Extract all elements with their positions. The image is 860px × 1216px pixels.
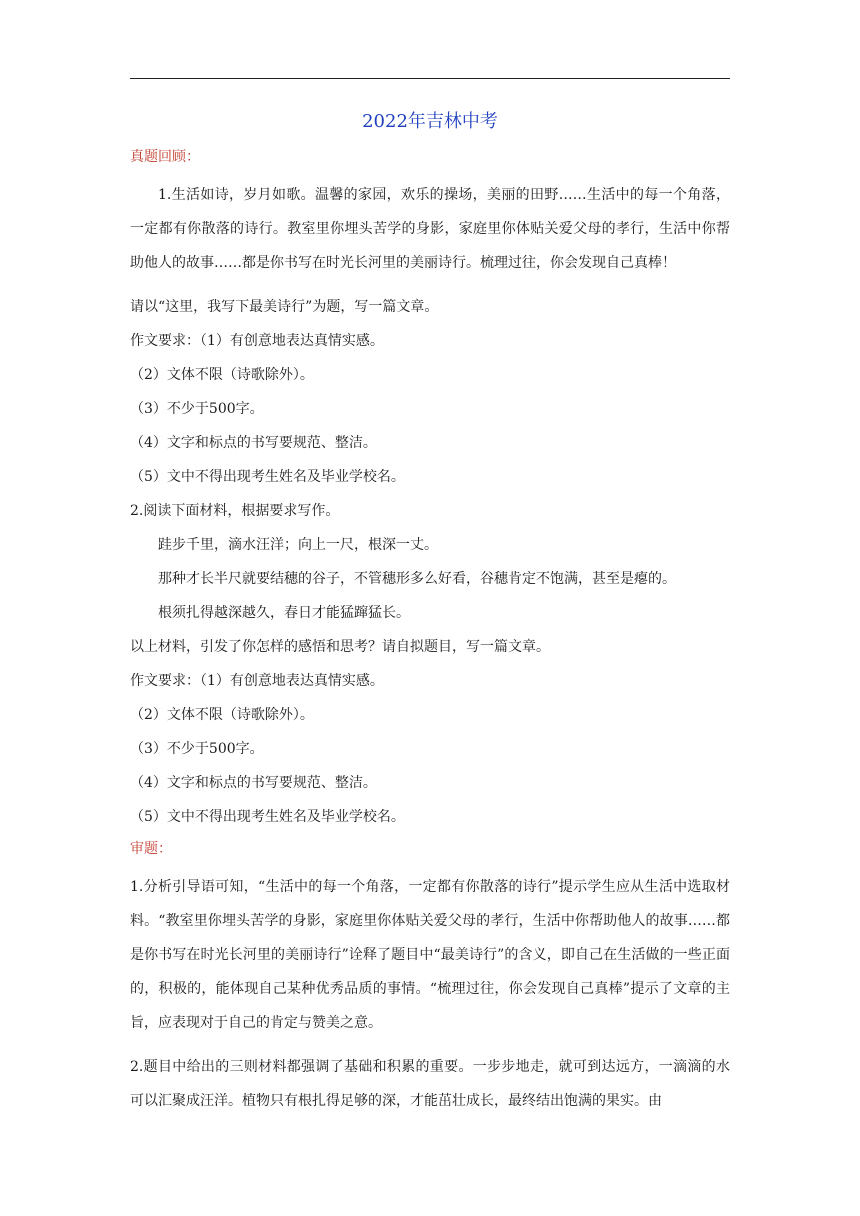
question-2-requirement: （5）文中不得出现考生姓名及毕业学校名。 — [130, 809, 405, 825]
question-2-requirement: （2）文体不限（诗歌除外）。 — [130, 707, 314, 723]
question-2-material: 跬步千里，滴水汪洋；向上一尺，根深一丈。 — [158, 537, 438, 553]
question-2-material: 根须扎得越深越久，春日才能猛蹿猛长。 — [158, 605, 410, 621]
question-2-material: 那种才长半尺就要结穗的谷子，不管穗形多么好看，谷穗肯定不饱满，甚至是瘪的。 — [158, 571, 676, 587]
question-1-requirement: （5）文中不得出现考生姓名及毕业学校名。 — [130, 469, 405, 485]
analysis-paragraph-2: 2.题目中给出的三则材料都强调了基础和积累的重要。一步步地走，就可到达远方，一滴滴的水可以汇聚成汪洋。植物只有根扎得足够的深，才能茁壮成长，最终结出饱满的果实。由 — [130, 1059, 730, 1109]
question-2-prompt: 以上材料，引发了你怎样的感悟和思考？请自拟题目，写一篇文章。 — [130, 639, 550, 655]
section-heading-review: 真题回顾： — [130, 149, 200, 165]
question-2-requirement: （3）不少于500字。 — [130, 741, 264, 757]
analysis-paragraph-1: 1.分析引导语可知，“生活中的每一个角落，一定都有你散落的诗行”提示学生应从生活中选取材料。“教室里你埋头苦学的身影，家庭里你体贴关爱父母的孝行，生活中你帮助他人的故事……都是你书写在时光长河里的美丽诗行”诠释了题目中“最美诗行”的含义，即自己在生活做的一些正面的，积极的，能体现自己某种优秀品质的事情。“梳理过往，你会发现自己真棒”提示了文章的主旨，应表现对于自己的肯定与赞美之意。 — [130, 879, 730, 1031]
section-heading-analysis: 审题： — [130, 841, 172, 857]
question-1-requirement: （2）文体不限（诗歌除外）。 — [130, 367, 314, 383]
question-2-requirement: 作文要求：（1）有创意地表达真情实感。 — [130, 673, 384, 689]
question-1-requirement: 作文要求：（1）有创意地表达真情实感。 — [130, 333, 384, 349]
header-rule — [130, 78, 730, 79]
question-1-intro: 1.生活如诗，岁月如歌。温馨的家园，欢乐的操场，美丽的田野……生活中的每一个角落，一定都有你散落的诗行。教室里你埋头苦学的身影，家庭里你体贴关爱父母的孝行，生活中你帮助他人的故事……都是你书写在时光长河里的美丽诗行。梳理过往，你会发现自己真棒！ — [130, 187, 730, 271]
document-title: 2022年吉林中考 — [362, 111, 498, 132]
question-1-prompt: 请以“这里，我写下最美诗行”为题，写一篇文章。 — [130, 299, 439, 315]
question-2-requirement: （4）文字和标点的书写要规范、整洁。 — [130, 775, 377, 791]
question-1-requirement: （3）不少于500字。 — [130, 401, 264, 417]
document-body — [130, 110, 730, 1128]
question-1-requirement: （4）文字和标点的书写要规范、整洁。 — [130, 435, 377, 451]
question-2-intro: 2.阅读下面材料，根据要求写作。 — [130, 503, 340, 519]
